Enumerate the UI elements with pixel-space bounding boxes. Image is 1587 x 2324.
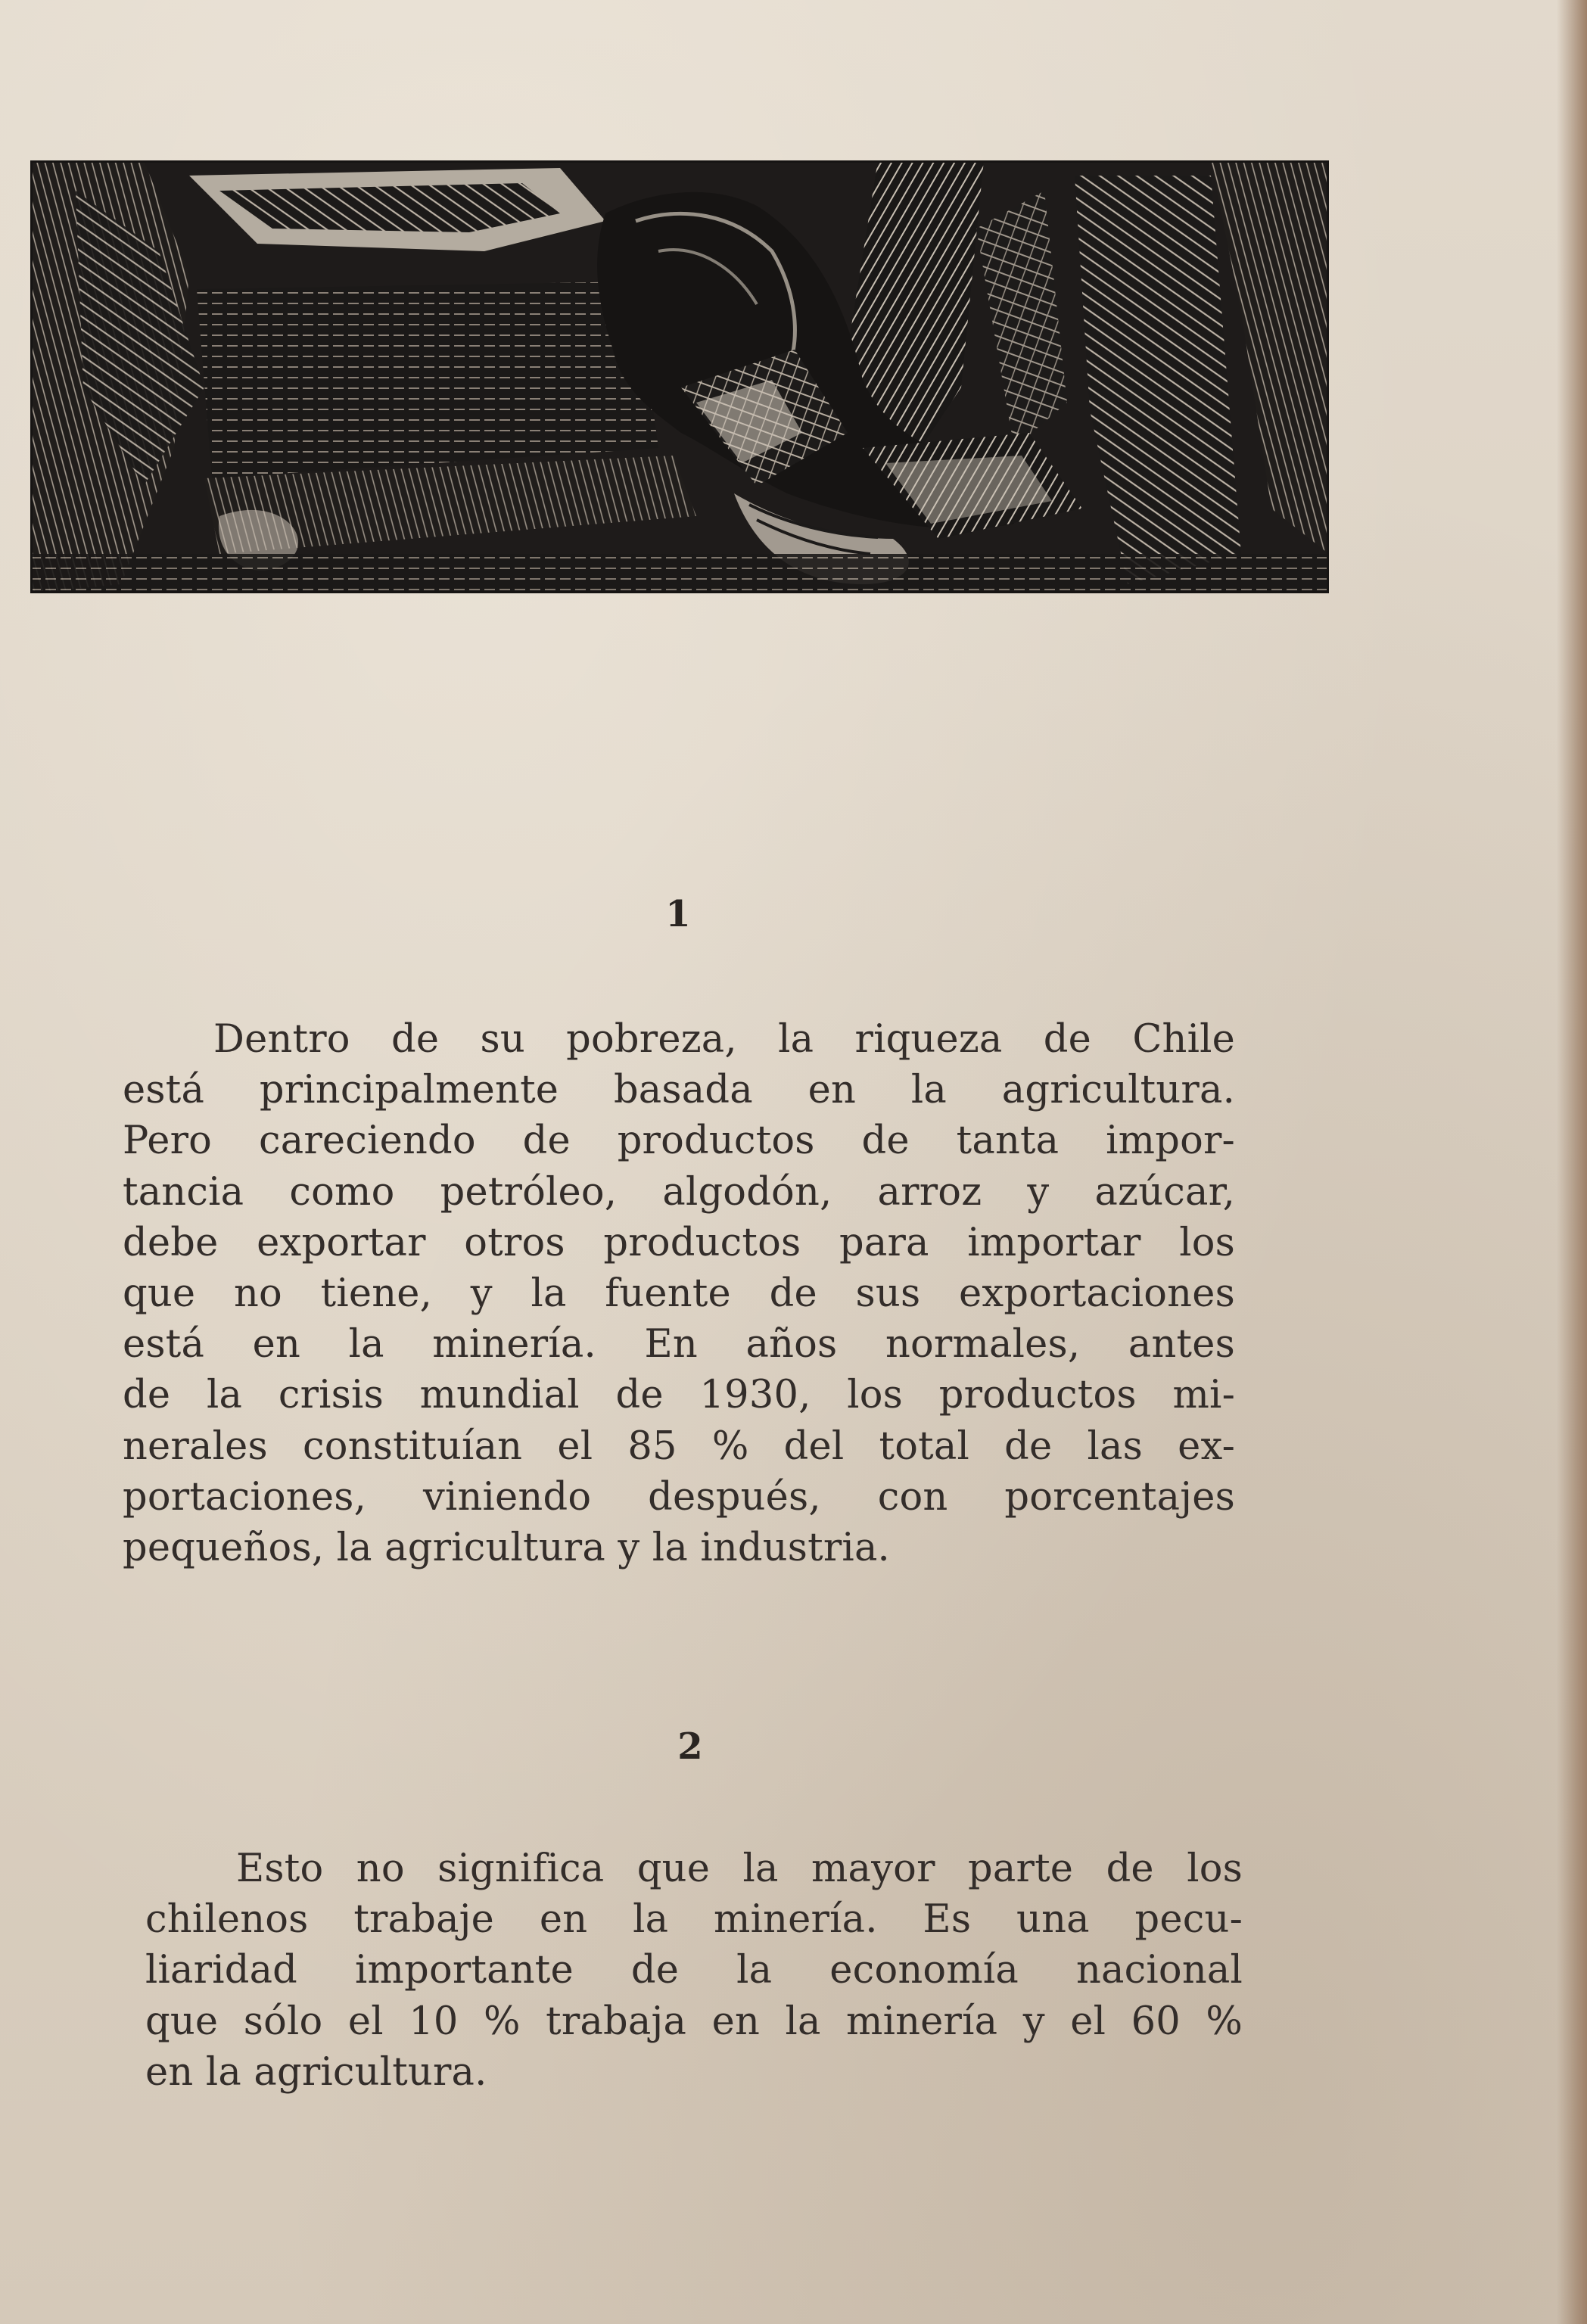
text-line: Pero careciendo de productos de tanta impor- bbox=[123, 1118, 1235, 1164]
woodcut-engraving-miner-icon bbox=[30, 160, 1329, 593]
text-line: debe exportar otros productos para importar los bbox=[123, 1220, 1235, 1265]
text-line: que sólo el 10 % trabaja en la minería y el 60 % bbox=[145, 1999, 1243, 2044]
text-line: está en la minería. En años normales, antes bbox=[123, 1322, 1235, 1367]
text-line: en la agricultura. bbox=[145, 2049, 487, 2095]
text-line: de la crisis mundial de 1930, los productos mi- bbox=[123, 1373, 1235, 1418]
text-line: Dentro de su pobreza, la riqueza de Chile bbox=[213, 1017, 1235, 1062]
section-number: 1 bbox=[665, 893, 691, 935]
text-line: nerales constituían el 85 % del total de las ex- bbox=[123, 1423, 1235, 1469]
text-line: chilenos trabaje en la minería. Es una pecu- bbox=[145, 1897, 1243, 1943]
text-line: liaridad importante de la economía nacional bbox=[145, 1948, 1243, 1993]
text-line: pequeños, la agricultura y la industria. bbox=[123, 1526, 890, 1571]
paragraph bbox=[123, 1014, 1235, 1573]
section-number: 2 bbox=[677, 1725, 703, 1768]
text-line: tancia como petróleo, algodón, arroz y azúcar, bbox=[123, 1169, 1235, 1215]
text-line: Esto no significa que la mayor parte de los bbox=[236, 1846, 1243, 1891]
page-edge-shadow bbox=[1557, 0, 1587, 2324]
text-line: está principalmente basada en la agricultura. bbox=[123, 1068, 1235, 1113]
text-line: que no tiene, y la fuente de sus exportaciones bbox=[123, 1271, 1235, 1317]
text-line: portaciones, viniendo después, con porcentajes bbox=[123, 1474, 1235, 1520]
paragraph bbox=[145, 1843, 1243, 2098]
